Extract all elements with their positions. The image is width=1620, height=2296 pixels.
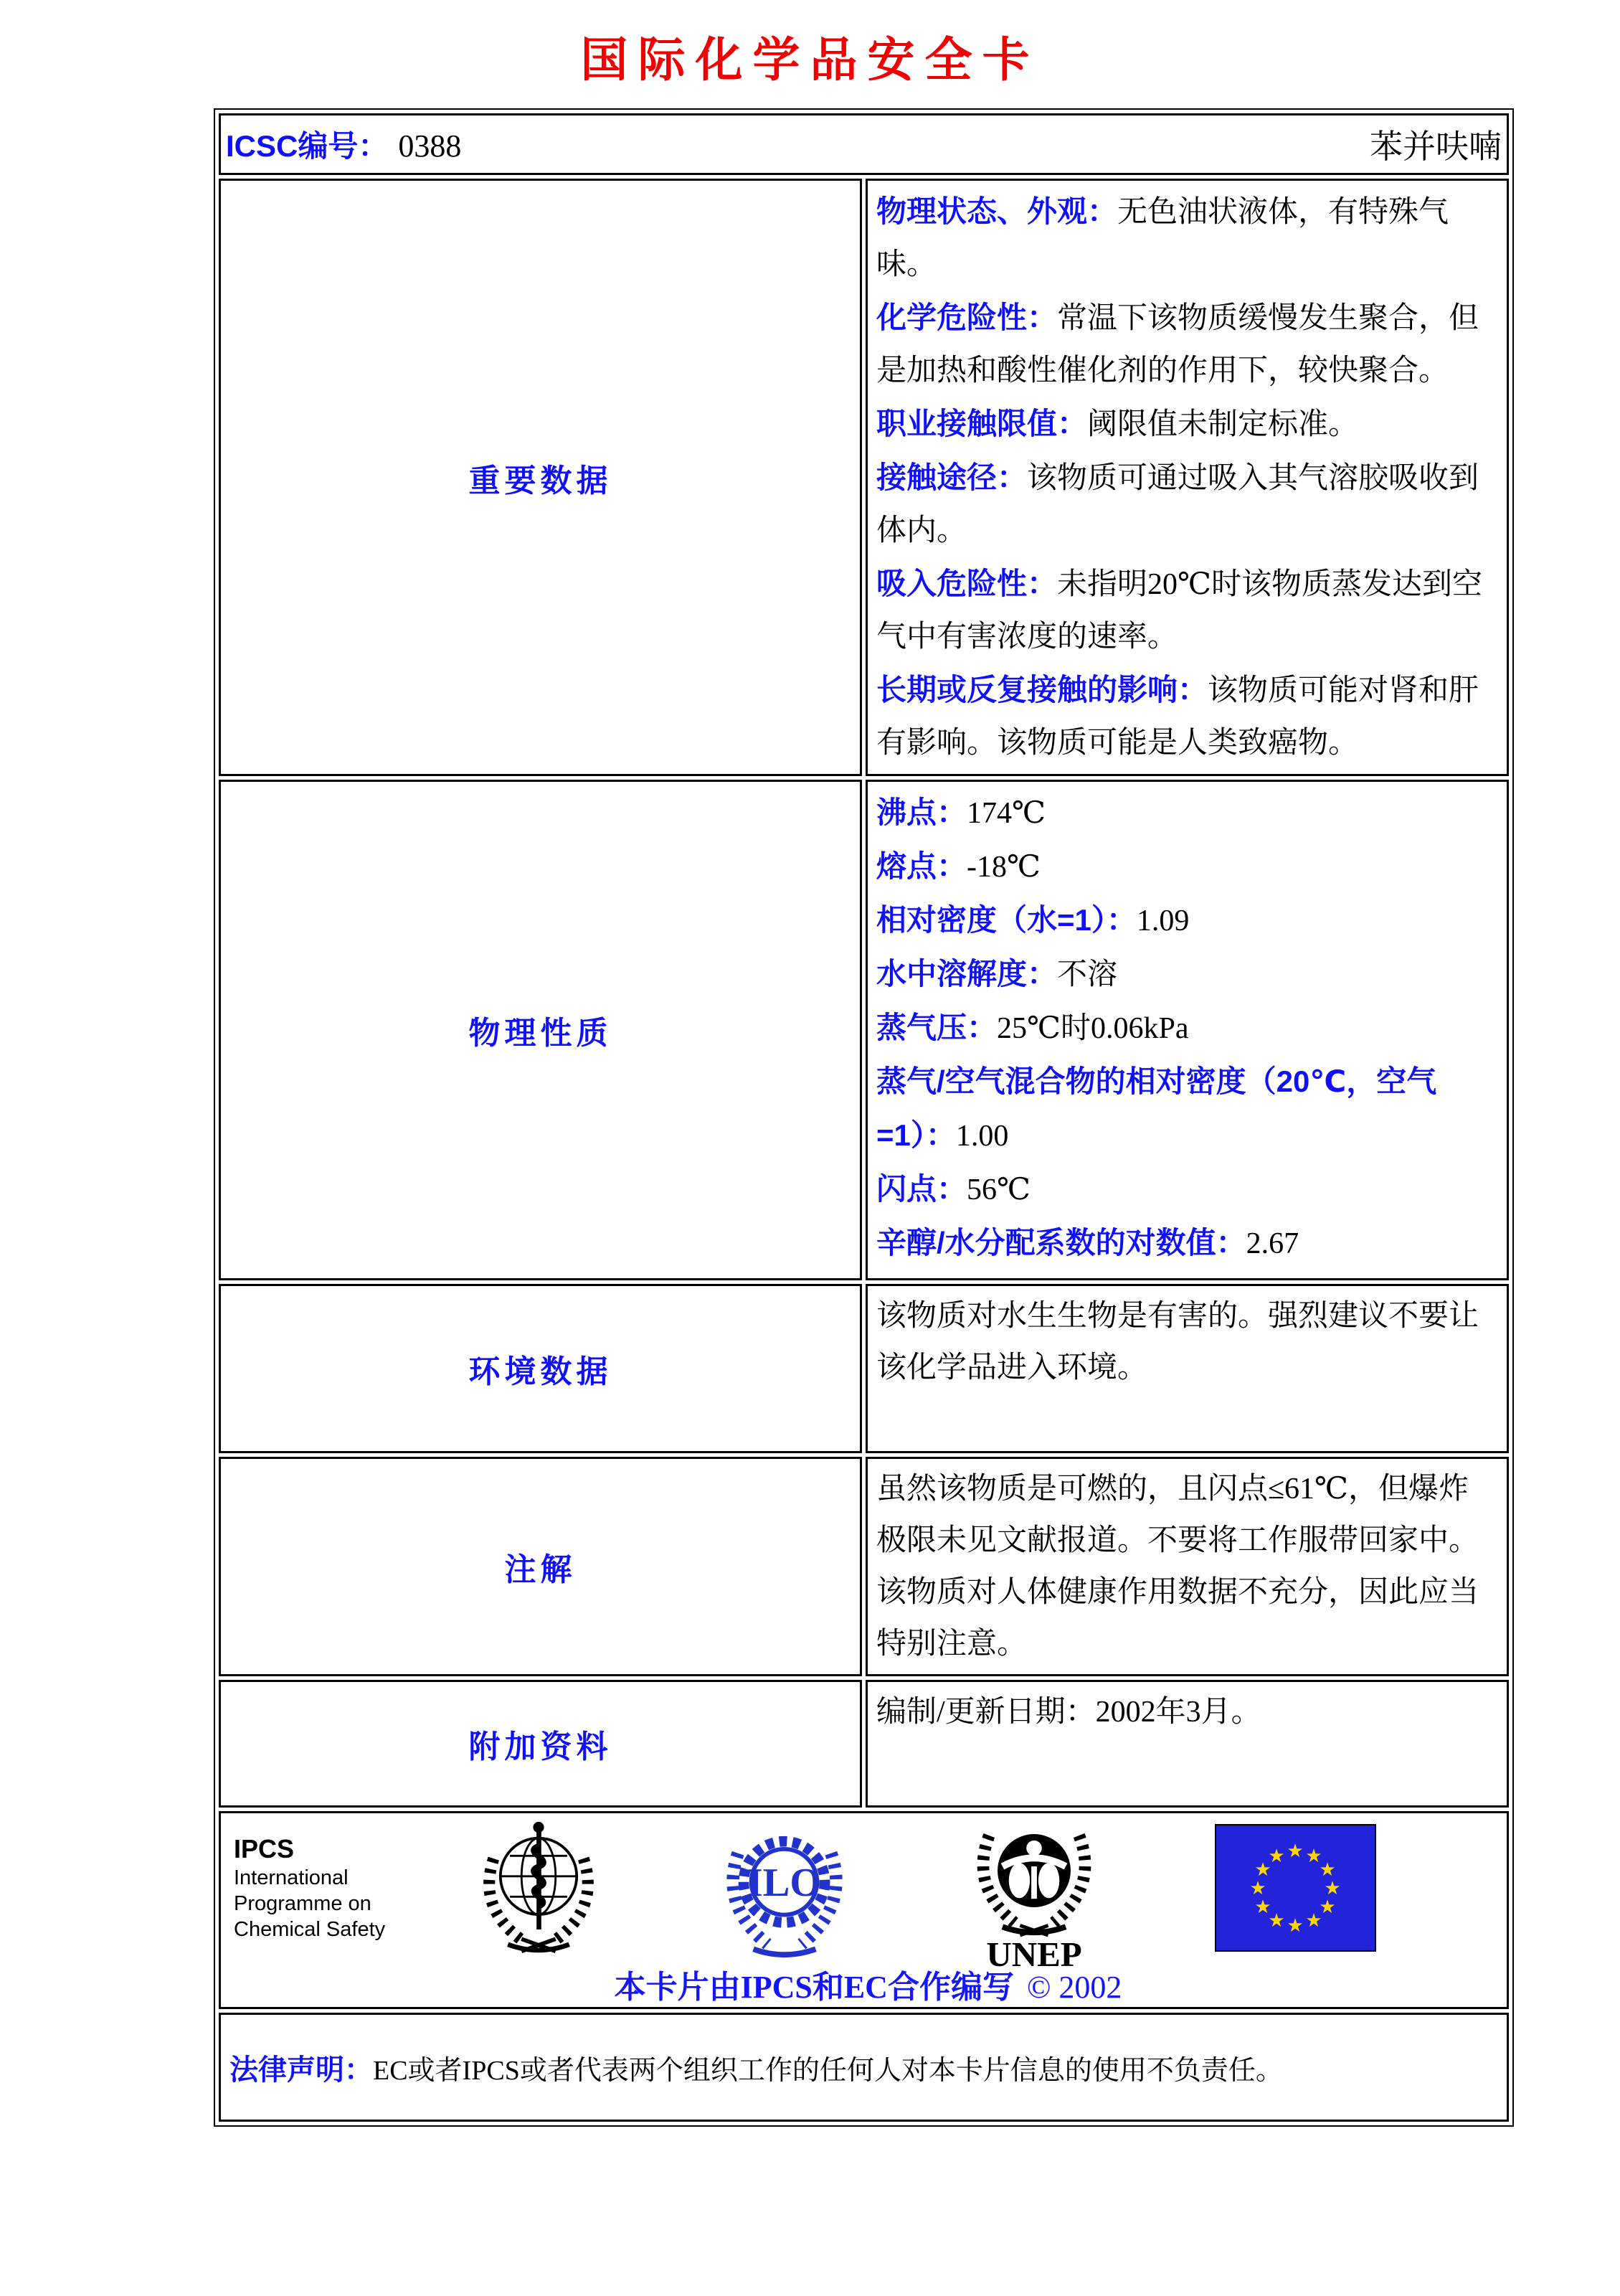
section-notes [219,1457,1509,1676]
important-row: 物理状态、外观：无色油状液体，有特殊气味。 [876,194,1449,281]
page-title: 国际化学品安全卡 [580,32,1040,88]
icsc-header-cell [219,113,1509,175]
section-physical-properties [219,780,1509,1280]
legal-notice-text: EC或者IPCS或者代表两个组织工作的任何人对本卡片信息的使用不负责任。 [373,2055,1283,2086]
physical-row: 相对密度（水=1）：1.09 [876,903,1190,937]
important-data-content-cell [866,179,1509,776]
section-heading-notes: 注解 [504,1552,577,1587]
physical-row: 蒸气/空气混合物的相对密度（20℃，空气=1）：1.00 [876,1064,1437,1153]
footer-credit [229,1961,1507,2007]
chemical-name: 苯并呋喃 [1370,128,1502,165]
legal-notice-cell [219,2013,1509,2122]
legal-notice-label: 法律声明： [229,2054,373,2086]
notes-heading-cell [219,1457,862,1676]
eu-flag-icon [1215,1824,1376,1952]
section-heading-environment: 环境数据 [468,1354,612,1389]
physical-properties-content-cell [866,780,1509,1280]
notes-content-cell [866,1457,1509,1676]
physical-row: 沸点：174℃ [876,795,1046,830]
icsc-header-row [219,113,1509,175]
svg-text:★: ★ [1305,1910,1322,1932]
svg-text:★: ★ [1287,1915,1304,1937]
ilo-letters: ILO [747,1860,822,1905]
svg-text:★: ★ [1254,1859,1271,1881]
svg-text:★: ★ [1324,1878,1341,1899]
important-data-heading-cell [219,179,862,776]
legal-notice-row [219,2013,1509,2122]
section-additional-info [219,1680,1509,1808]
ipcs-title: IPCS [234,1834,295,1863]
physical-row: 熔点：-18℃ [876,849,1041,884]
section-heading-physical: 物理性质 [468,1016,612,1051]
footer-cell [219,1811,1509,2009]
svg-text:★: ★ [1268,1846,1285,1867]
footer-logos-row [219,1811,1509,2009]
svg-text:★: ★ [1319,1896,1336,1918]
physical-row: 蒸气压：25℃时0.06kPa [876,1011,1189,1045]
physical-row: 辛醇/水分配系数的对数值：2.67 [876,1226,1299,1260]
credit-text: 本卡片由IPCS和EC合作编写 [614,1970,1014,2005]
section-environmental-data [219,1284,1509,1453]
section-heading-additional: 附加资料 [468,1729,612,1764]
environmental-data-heading-cell [219,1284,862,1453]
ilo-logo-icon [713,1815,856,1962]
logo-row [229,1819,1507,1974]
environmental-data-content-cell [866,1284,1509,1453]
additional-info-text: 编制/更新日期：2002年3月。 [876,1696,1261,1729]
unep-logo-icon [962,1802,1106,1974]
who-logo-icon [470,1816,607,1960]
icsc-card-table [214,108,1514,2127]
additional-info-heading-cell [219,1680,862,1808]
unep-label: UNEP [986,1934,1082,1974]
section-important-data [219,179,1509,776]
physical-properties-heading-cell [219,780,862,1280]
important-row: 长期或反复接触的影响：该物质可能对肾和肝有影响。该物质可能是人类致癌物。 [876,673,1479,760]
icsc-number-value: 0388 [398,128,462,164]
physical-row: 闪点：56℃ [876,1172,1031,1206]
ipcs-text-block: IPCS International Programme on Chemical Safety [229,1833,429,1942]
additional-info-content-cell [866,1680,1509,1808]
svg-text:★: ★ [1319,1859,1336,1881]
svg-text:★: ★ [1305,1846,1322,1867]
section-heading-important: 重要数据 [468,463,612,499]
svg-text:★: ★ [1287,1841,1304,1862]
svg-text:★: ★ [1254,1896,1271,1918]
important-row: 吸入危险性：未指明20℃时该物质蒸发达到空气中有害浓度的速率。 [876,567,1482,653]
important-row: 接触途径：该物质可通过吸入其气溶胶吸收到体内。 [876,460,1479,547]
icsc-number-label: ICSC编号： [226,129,389,163]
svg-text:★: ★ [1268,1910,1285,1932]
physical-row: 水中溶解度：不溶 [876,957,1118,991]
copyright-text: © 2002 [1026,1970,1122,2005]
notes-text: 虽然该物质是可燃的，且闪点≤61℃，但爆炸极限未见文献报道。不要将工作服带回家中。该物质对人体健康作用数据不充分，因此应当特别注意。 [876,1473,1479,1660]
important-row: 职业接触限值：阈限值未制定标准。 [876,407,1359,441]
environmental-data-text: 该物质对水生生物是有害的。强烈建议不要让该化学品进入环境。 [876,1300,1479,1384]
important-row: 化学危险性：常温下该物质缓慢发生聚合，但是加热和酸性催化剂的作用下，较快聚合。 [876,301,1479,387]
svg-text:★: ★ [1249,1878,1266,1899]
